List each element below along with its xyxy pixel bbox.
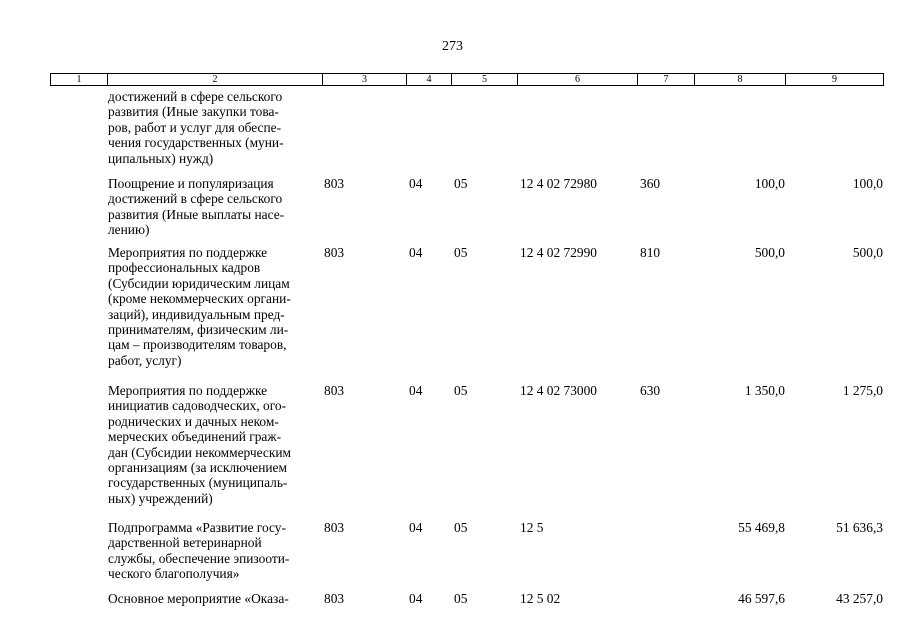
column-header-4: 4 [407, 74, 452, 85]
column-header-9: 9 [832, 74, 837, 85]
row-name-line: мерческих объединений граж- [108, 429, 282, 445]
cell-section-code: 04 [409, 383, 423, 398]
cell-section-code: 04 [409, 520, 423, 535]
cell-amount-col9: 51 636,3 [836, 520, 883, 535]
row-name-line: Мероприятия по поддержке [108, 383, 268, 398]
cell-expense-type: 360 [640, 176, 661, 191]
cell-amount-col8: 1 350,0 [744, 383, 785, 398]
row-name-line: чения государственных (муни- [108, 135, 284, 151]
row-name [108, 520, 322, 582]
cell-amount-col9: 100,0 [852, 176, 883, 191]
cell-amount-col8: 100,0 [754, 176, 785, 191]
row-name-line: Мероприятия по поддержке [108, 245, 268, 260]
cell-expense-type: 630 [640, 383, 661, 398]
cell-ministry-code: 803 [324, 520, 345, 535]
row-name-line: развития (Иные закупки това- [108, 104, 279, 120]
column-header-8: 8 [695, 74, 786, 85]
row-name-line: принимателям, физическим ли- [108, 322, 289, 338]
column-header-6: 6 [518, 74, 638, 85]
cell-amount-col9: 1 275,0 [842, 383, 883, 398]
column-header-5: 5 [452, 74, 518, 85]
cell-ministry-code: 803 [324, 591, 345, 606]
row-name [108, 89, 322, 166]
row-name-line: Подпрограмма «Развитие госу- [108, 520, 286, 535]
cell-target-article: 12 5 [520, 520, 544, 535]
cell-subsection-code: 05 [454, 591, 468, 606]
cell-section-code: 04 [409, 245, 423, 260]
cell-amount-col9: 43 257,0 [836, 591, 883, 606]
cell-section-code: 04 [409, 591, 423, 606]
row-name-line: ческого благополучия» [108, 566, 240, 582]
row-name-line: достижений в сфере сельского [108, 191, 283, 207]
cell-amount-col8: 46 597,6 [738, 591, 785, 606]
row-name-line: лению) [108, 222, 150, 238]
row-name-line: профессиональных кадров [108, 260, 261, 276]
cell-target-article: 12 4 02 72980 [520, 176, 597, 191]
cell-target-article: 12 4 02 72990 [520, 245, 597, 260]
row-name-line: (кроме некоммерческих органи- [108, 291, 291, 307]
cell-ministry-code: 803 [324, 383, 345, 398]
row-name-line: ципальных) нужд) [108, 150, 214, 166]
column-header-3: 3 [323, 74, 407, 85]
row-name [108, 176, 322, 238]
row-name-line: дан (Субсидии некоммерческим [108, 444, 291, 460]
row-name-line: работ, услуг) [108, 352, 182, 368]
row-name-line: дарственной ветеринарной [108, 535, 262, 551]
row-name-line: организациям (за исключением [108, 460, 287, 476]
cell-ministry-code: 803 [324, 245, 345, 260]
cell-ministry-code: 803 [324, 176, 345, 191]
row-name-line: достижений в сфере сельского [108, 89, 283, 104]
page-number: 273 [442, 39, 463, 54]
row-name-line: цам – производителям товаров, [108, 337, 287, 353]
cell-amount-col9: 500,0 [852, 245, 883, 260]
row-name-line: (Субсидии юридическим лицам [108, 275, 290, 291]
row-name-line: Поощрение и популяризация [108, 176, 274, 191]
column-header-7: 7 [638, 74, 695, 85]
cell-target-article: 12 4 02 73000 [520, 383, 597, 398]
column-header-1: 1 [51, 74, 108, 85]
row-name [108, 245, 322, 368]
cell-amount-col8: 500,0 [754, 245, 785, 260]
row-name-line: заций), индивидуальным пред- [108, 306, 285, 322]
row-name-line: ных) учреждений) [108, 490, 213, 506]
row-name-line: развития (Иные выплаты насе- [108, 206, 285, 222]
column-header-2: 2 [108, 74, 323, 85]
column-header-row [50, 73, 884, 86]
cell-target-article: 12 5 02 [520, 591, 561, 606]
row-name-line: инициатив садоводческих, ого- [108, 398, 287, 414]
row-name [108, 383, 322, 506]
row-name [108, 591, 322, 606]
row-name-line: Основное мероприятие «Оказа- [108, 591, 289, 606]
cell-section-code: 04 [409, 176, 423, 191]
cell-expense-type: 810 [640, 245, 661, 260]
cell-subsection-code: 05 [454, 383, 468, 398]
row-name-line: ров, работ и услуг для обеспе- [108, 119, 282, 135]
row-name-line: роднических и дачных неком- [108, 413, 279, 429]
row-name-line: государственных (муниципаль- [108, 475, 288, 491]
cell-subsection-code: 05 [454, 245, 468, 260]
cell-subsection-code: 05 [454, 176, 468, 191]
row-name-line: службы, обеспечение эпизооти- [108, 550, 290, 566]
cell-amount-col8: 55 469,8 [738, 520, 785, 535]
cell-subsection-code: 05 [454, 520, 468, 535]
